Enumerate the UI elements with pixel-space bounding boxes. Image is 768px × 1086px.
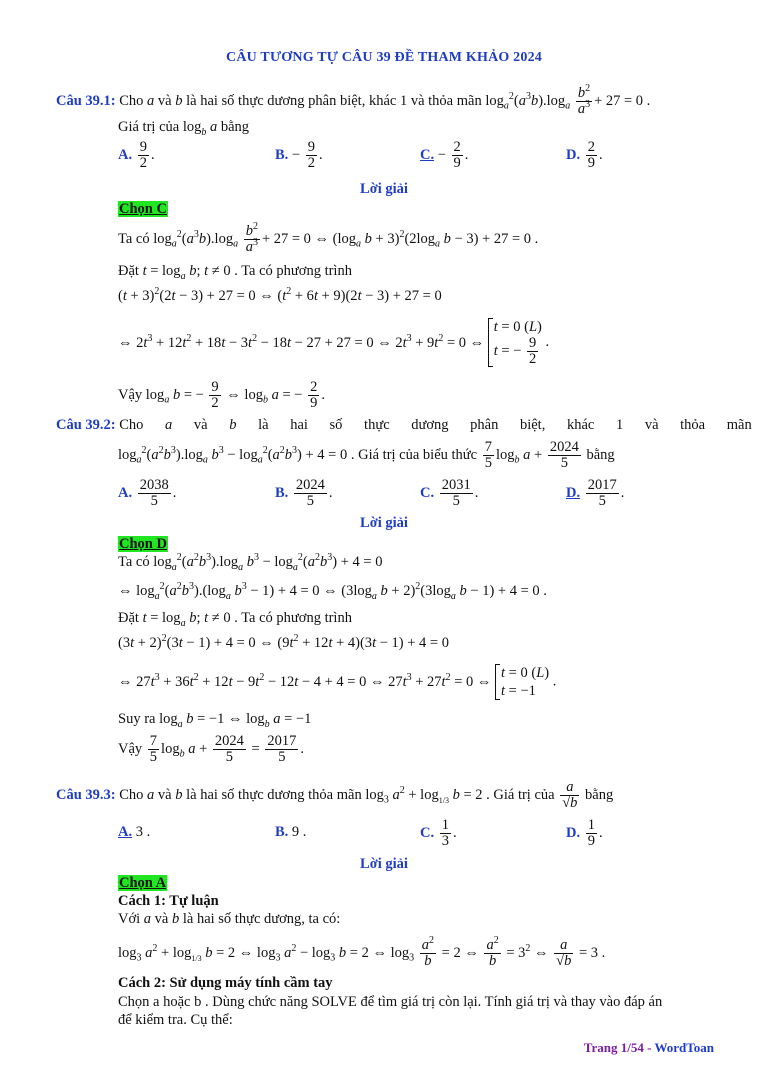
q1-label: Câu 39.1: <box>56 92 116 109</box>
q2-conclusion: Vậy $\frac{7}{5}$ $\log_b a$ + $\frac{2024}{5}$ = $\frac{2017}{5}$ . <box>118 733 304 765</box>
q3-choose: Chọn A <box>119 875 167 891</box>
q2-condition: $\log_a^2(a^2b^3).\log_a$ $b^3 - \log_a^2(a^2b^3) + 4 = 0$ . Giá trị của biểu thức $\frac{7}{5}$ $\log_b a$ + $\frac{2024}{5}$ bằng <box>118 439 615 471</box>
q2-step-3: Đặt $t = \log_a b$; t ≠ 0 . Ta có phương trình <box>118 610 352 629</box>
q3-option-c[interactable]: C. $\frac{1}{3}$ . <box>420 817 457 849</box>
page-footer: Trang 1/54 - WordToan <box>583 1040 714 1055</box>
q2-statement: Câu 39.2: Cho a và b là hai số thực dương phân biệt, khác 1 và thỏa mãn <box>56 417 752 433</box>
q1-option-d[interactable]: D. $\frac{2}{9}$ . <box>566 139 603 171</box>
q1-option-b[interactable]: B. − $\frac{9}{2}$ . <box>275 139 323 171</box>
q2-step-1: Ta có $\log_a^2(a^2b^3).\log_a$ $b^3 - \log_a^2(a^2b^3) + 4 = 0$ <box>118 552 383 573</box>
q1-statement: Câu 39.1: Cho a và b là hai số thực dương phân biệt, khác 1 và thỏa mãn $\log_a^2(a^3b).\log_a$ $\frac{b^2}{a^3}$ + 27 = 0 . <box>56 83 651 117</box>
q3-method-1-text: Với a và b là hai số thực dương, ta có: <box>118 911 341 927</box>
q3-option-b[interactable]: B. 9 . <box>275 824 307 840</box>
q3-method-2-text-2: để kiểm tra. Cụ thể: <box>118 1012 233 1028</box>
q1-option-a[interactable]: A. $\frac{9}{2}$ . <box>118 139 155 171</box>
q3-option-d[interactable]: D. $\frac{1}{9}$ . <box>566 817 603 849</box>
page-title: CÂU TƯƠNG TỰ CÂU 39 ĐỀ THAM KHẢO 2024 <box>226 50 542 65</box>
q2-choose: Chọn D <box>119 536 167 552</box>
q3-method-1-steps: $\log_3 a^2 + \log_{1/3} b = 2$ ⇔ $\log_3 a^2 - \log_3 b = 2$ ⇔ $\log_3$ $\frac{a^2}{b}$ = 2 ⇔ $\frac{a^2}{b}$ = $3^2$ ⇔ $\frac{a}{√b}$ = 3 . <box>118 935 606 969</box>
q1-choose: Chọn C <box>119 201 167 217</box>
q1-option-c[interactable]: C. − $\frac{2}{9}$ . <box>420 139 469 171</box>
q1-ask: Giá trị của $\log_b a$ bằng <box>118 119 250 138</box>
q2-option-d[interactable]: D. $\frac{2017}{5}$ . <box>566 477 625 509</box>
q3-method-2-text-1: Chọn a hoặc b . Dùng chức năng SOLVE để tìm giá trị còn lại. Tính giá trị và thay vào đáp án <box>118 994 663 1010</box>
q1-solution-heading: Lời giải <box>360 181 408 197</box>
q1-step-4: ⇔ $2t^3 + 12t^2 + 18t - 3t^2 - 18t - 27 + 27 = 0$ ⇔ $2t^3 + 9t^2 = 0$ ⇔ t = 0 (L) t = − $\frac{9}{2}$ . <box>118 319 550 367</box>
q2-solution-heading: Lời giải <box>360 515 408 531</box>
q1-conclusion: Vậy $\log_a b$ = − $\frac{9}{2}$ ⇔ $\log_b a$ = − $\frac{2}{9}$ . <box>118 379 325 411</box>
q2-step-4: $(3t + 2)^2(3t - 1) + 4 = 0$ ⇔ $(9t^2 + 12t + 4)(3t - 1) + 4 = 0$ <box>118 633 449 651</box>
q2-step-2: ⇔ $\log_a^2(a^2b^3).(\log_a$ $b^3 - 1) + 4 = 0$ ⇔ ($3\log_a$ $b + 2)^2(3\log_a$ b − 1) + 4 = 0 . <box>118 581 547 602</box>
q3-statement: Câu 39.3: Cho a và b là hai số thực dương thỏa mãn $\log_3 a^2 + \log_{1/3} b = 2$ . Giá trị của $\frac{a}{√b}$ bằng <box>56 779 614 811</box>
q2-option-a[interactable]: A. $\frac{2038}{5}$ . <box>118 477 177 509</box>
q1-step-3: $(t + 3)^2(2t - 3) + 27 = 0$ ⇔ $(t^2 + 6t + 9)(2t - 3) + 27 = 0$ <box>118 286 442 304</box>
q2-step-6: Suy ra $\log_a b = -1$ ⇔ $\log_b a = -1$ <box>118 711 312 730</box>
q3-option-a[interactable]: A. 3 . <box>118 824 151 840</box>
q3-method-1: Cách 1: Tự luận <box>118 893 219 909</box>
q2-label: Câu 39.2: <box>56 417 116 433</box>
q3-label: Câu 39.3: <box>56 786 116 803</box>
q3-solution-heading: Lời giải <box>360 856 408 872</box>
q2-option-c[interactable]: C. $\frac{2031}{5}$ . <box>420 477 479 509</box>
q1-step-2: Đặt $t = \log_a b$; t ≠ 0 . Ta có phương trình <box>118 263 352 282</box>
q1-step-1: Ta có $\log_a^2(a^3b).\log_a$ $\frac{b^2}{a^3}$ + 27 = 0 ⇔ ($\log_a$ $b + 3)^2(2\log_a$ b − 3) + 27 = 0 . <box>118 221 539 255</box>
q2-step-5: ⇔ $27t^3 + 36t^2 + 12t - 9t^2 - 12t - 4 + 4 = 0$ ⇔ $27t^3 + 27t^2 = 0$ ⇔ t = 0 (L) t = −1 . <box>118 665 557 699</box>
q2-option-b[interactable]: B. $\frac{2024}{5}$ . <box>275 477 333 509</box>
q3-method-2: Cách 2: Sử dụng máy tính cầm tay <box>118 975 333 991</box>
